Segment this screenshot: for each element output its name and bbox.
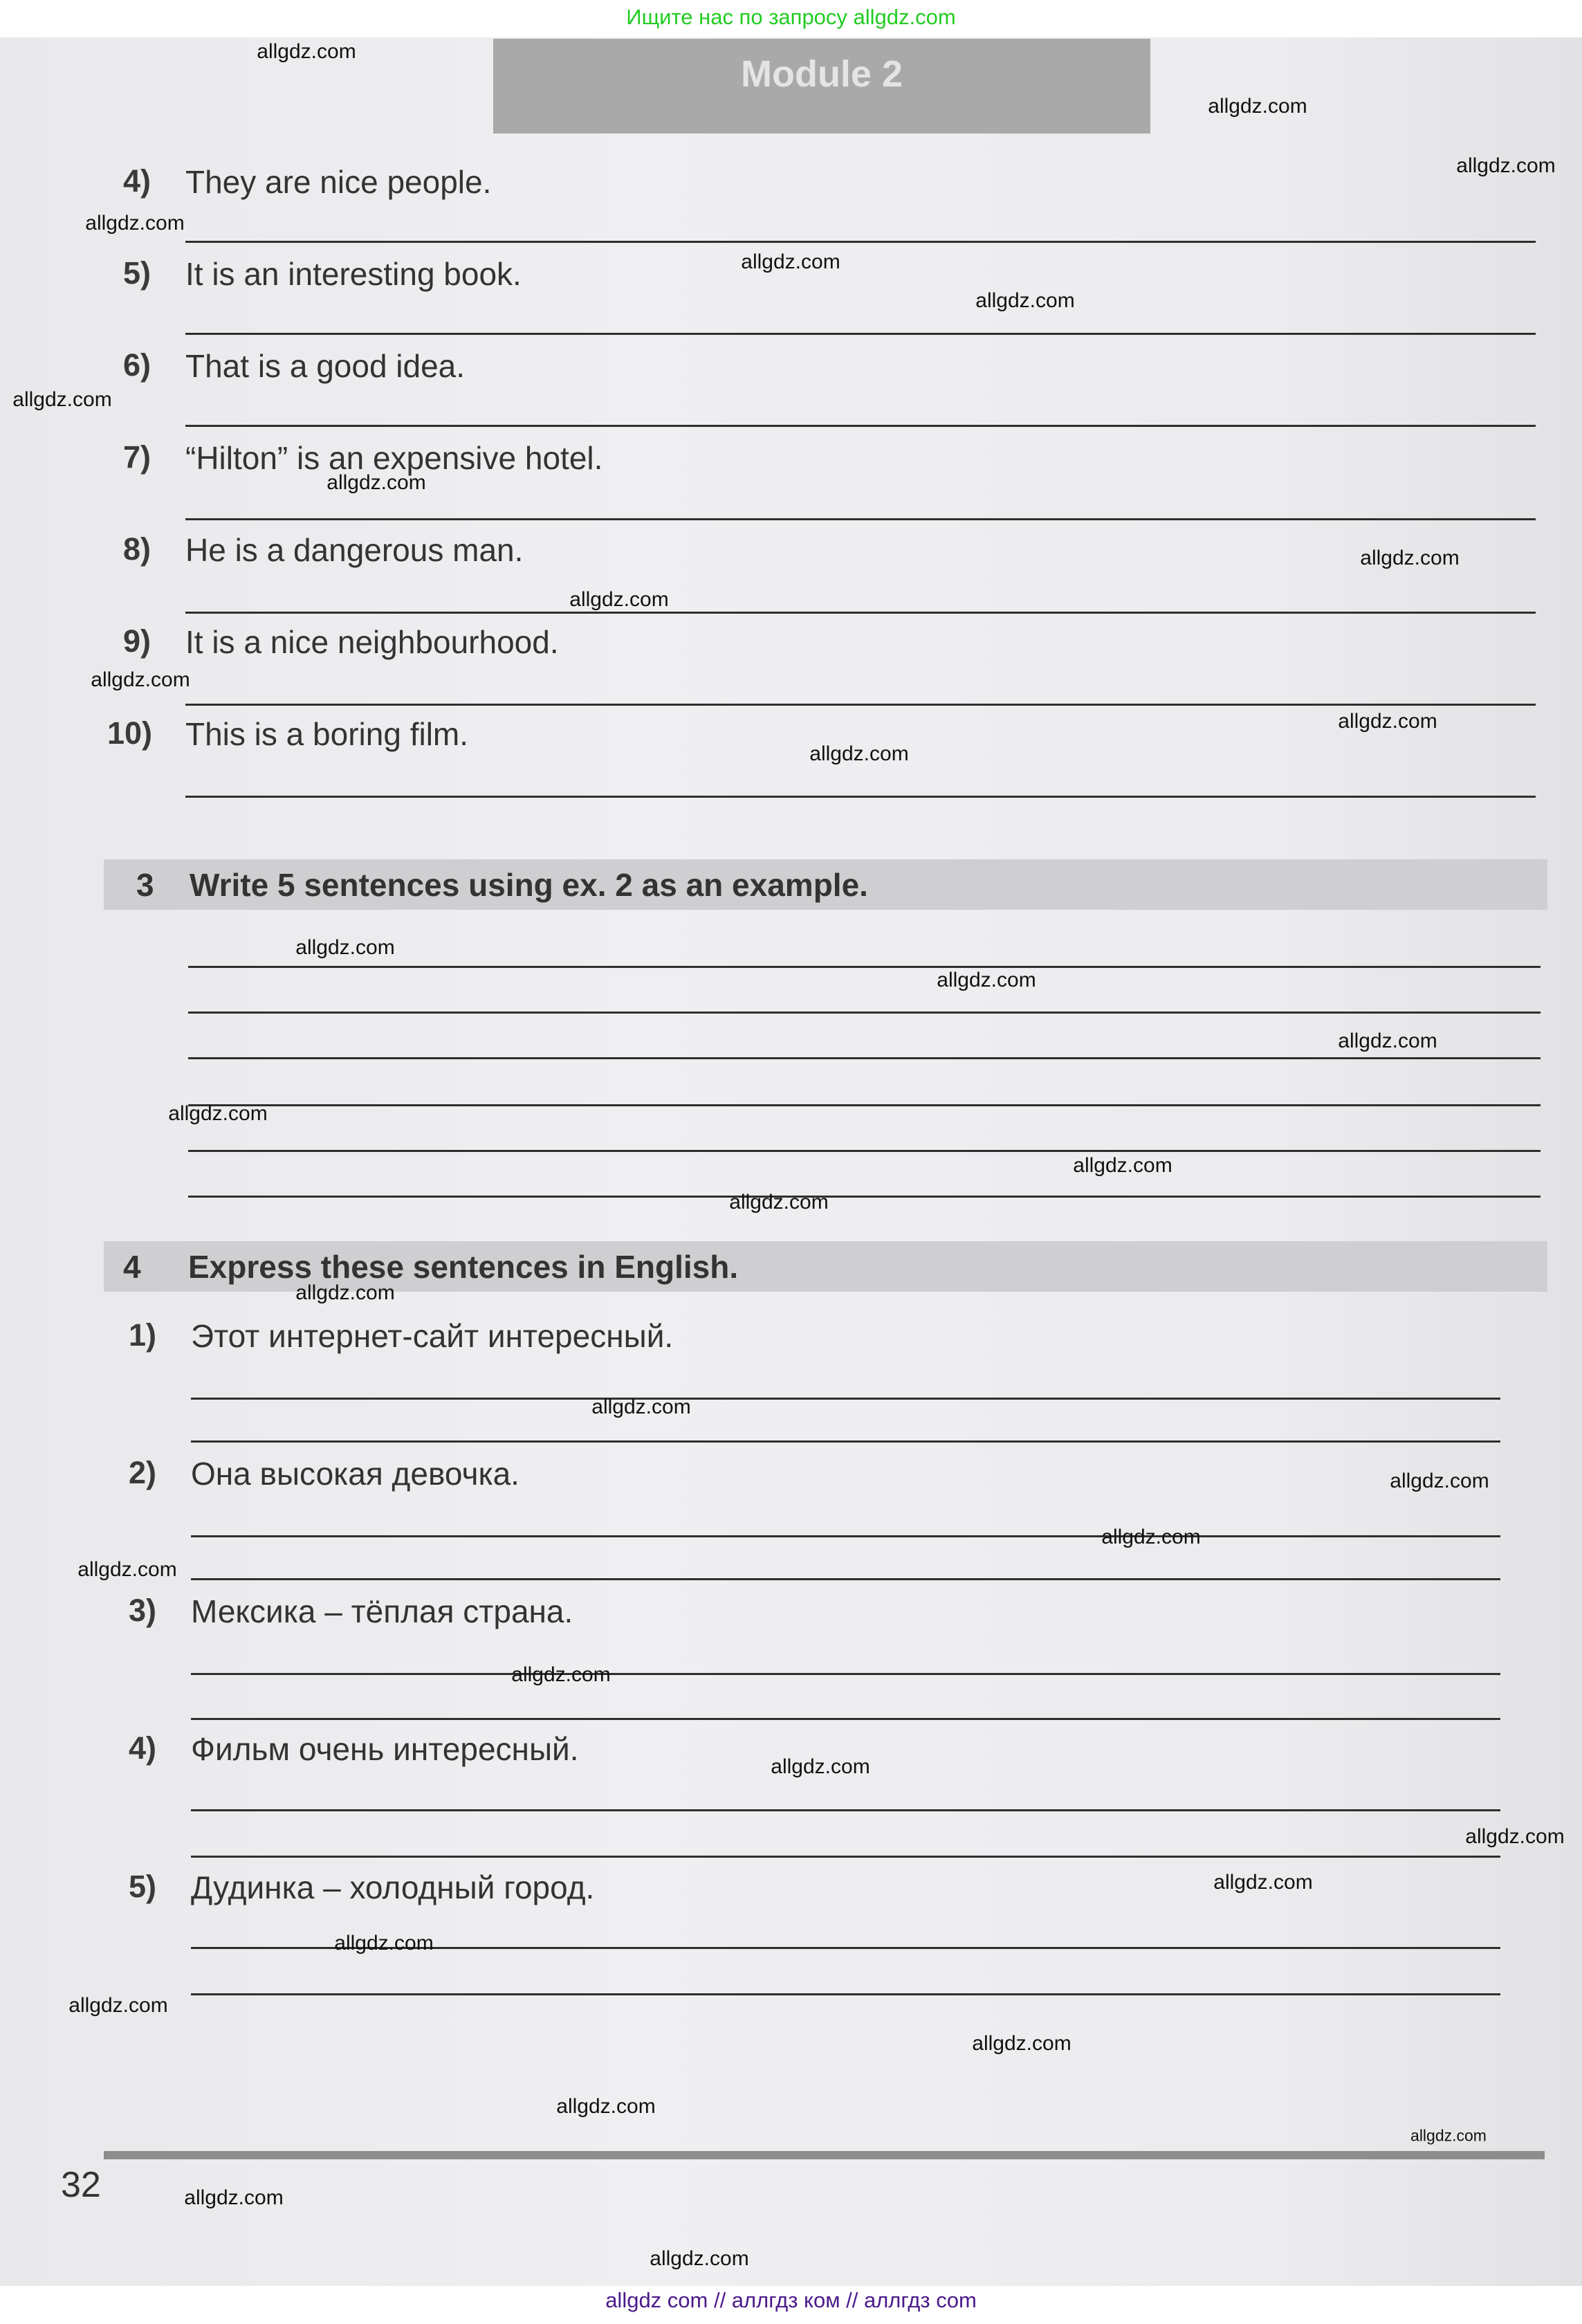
watermark: allgdz.com <box>1465 1825 1565 1848</box>
item-number: 5) <box>129 1869 157 1904</box>
page-number: 32 <box>61 2165 101 2205</box>
watermark: allgdz.com <box>1456 154 1556 177</box>
answer-line[interactable] <box>191 1398 1500 1400</box>
exercise-title: Write 5 sentences using ex. 2 as an example. <box>190 867 868 903</box>
answer-line[interactable] <box>185 704 1536 706</box>
bottom-links[interactable]: allgdz com // аллгдз ком // аллгдз com <box>605 2288 977 2312</box>
answer-line[interactable] <box>191 1535 1500 1537</box>
exercise-number: 3 <box>136 867 154 903</box>
answer-line[interactable] <box>188 1150 1540 1152</box>
answer-line[interactable] <box>191 1993 1500 1995</box>
item-text: Фильм очень интересный. <box>191 1731 579 1767</box>
item-text: This is a boring film. <box>185 716 469 752</box>
item-text: Она высокая девочка. <box>191 1456 519 1492</box>
module-header <box>493 39 1150 134</box>
watermark: allgdz.com <box>85 212 185 235</box>
answer-line[interactable] <box>191 1809 1500 1811</box>
answer-line[interactable] <box>185 612 1536 614</box>
watermark: allgdz.com <box>1073 1154 1172 1177</box>
watermark: allgdz.com <box>771 1755 870 1778</box>
watermark: allgdz.com <box>741 250 840 273</box>
watermark: allgdz.com <box>334 1932 434 1955</box>
watermark: allgdz.com <box>650 2247 749 2270</box>
answer-line[interactable] <box>191 1440 1500 1443</box>
item-text: Дудинка – холодный город. <box>191 1869 595 1905</box>
answer-line[interactable] <box>185 333 1536 335</box>
watermark: allgdz.com <box>12 388 112 411</box>
watermark: allgdz.com <box>809 742 909 765</box>
answer-line[interactable] <box>185 241 1536 243</box>
footer-divider <box>104 2151 1545 2159</box>
item-text: It is an interesting book. <box>185 256 522 292</box>
exercise-title: Express these sentences in English. <box>188 1249 739 1285</box>
item-text: Этот интернет-сайт интересный. <box>191 1318 674 1354</box>
item-text: That is a good idea. <box>185 348 466 384</box>
answer-line[interactable] <box>188 966 1540 968</box>
answer-line[interactable] <box>191 1673 1500 1675</box>
watermark: allgdz.com <box>975 289 1075 312</box>
answer-line[interactable] <box>191 1856 1500 1858</box>
item-number: 10) <box>107 715 153 751</box>
watermark: allgdz.com <box>168 1102 268 1125</box>
item-number: 9) <box>123 623 151 659</box>
watermark: allgdz.com <box>91 668 190 691</box>
watermark: allgdz.com <box>184 2186 284 2209</box>
answer-line[interactable] <box>185 518 1536 520</box>
watermark: allgdz.com <box>295 1281 395 1304</box>
watermark: allgdz.com <box>937 969 1036 991</box>
watermark: allgdz.com <box>1390 1470 1489 1492</box>
answer-line[interactable] <box>191 1578 1500 1580</box>
watermark: allgdz.com <box>1208 95 1307 118</box>
answer-line[interactable] <box>191 1718 1500 1720</box>
answer-line[interactable] <box>188 1012 1540 1014</box>
watermark: allgdz.com <box>326 471 426 494</box>
answer-line[interactable] <box>188 1104 1540 1106</box>
watermark: allgdz.com <box>556 2095 656 2118</box>
watermark: allgdz.com <box>729 1191 829 1214</box>
item-number: 8) <box>123 531 151 567</box>
exercise-3-header <box>104 859 1547 910</box>
watermark: allgdz.com <box>1360 547 1460 569</box>
item-number: 6) <box>123 347 151 383</box>
item-number: 2) <box>129 1455 157 1490</box>
item-text: They are nice people. <box>185 164 492 200</box>
watermark: allgdz.com <box>77 1558 177 1581</box>
item-text: He is a dangerous man. <box>185 532 524 568</box>
module-title: Module 2 <box>740 53 903 95</box>
item-text: It is a nice neighbourhood. <box>185 624 559 660</box>
answer-line[interactable] <box>185 425 1536 427</box>
watermark: allgdz.com <box>511 1663 611 1686</box>
item-number: 5) <box>123 255 151 291</box>
watermark: allgdz.com <box>68 1994 168 2017</box>
item-text: “Hilton” is an expensive hotel. <box>185 440 603 476</box>
watermark: allgdz.com <box>1101 1526 1201 1548</box>
item-number: 1) <box>129 1317 157 1353</box>
answer-line[interactable] <box>188 1196 1540 1198</box>
watermark: allgdz.com <box>295 936 395 959</box>
top-banner[interactable]: Ищите нас по запросу allgdz.com <box>626 5 956 29</box>
watermark: allgdz.com <box>1410 2126 1487 2145</box>
watermark: allgdz.com <box>1338 1030 1437 1052</box>
item-text: Мексика – тёплая страна. <box>191 1593 573 1629</box>
answer-line[interactable] <box>188 1057 1540 1059</box>
item-number: 4) <box>129 1730 157 1766</box>
watermark: allgdz.com <box>257 40 356 63</box>
exercise-number: 4 <box>123 1249 141 1285</box>
answer-line[interactable] <box>185 796 1536 798</box>
watermark: allgdz.com <box>1213 1871 1313 1894</box>
item-number: 4) <box>123 163 151 199</box>
watermark: allgdz.com <box>591 1396 691 1418</box>
watermark: allgdz.com <box>1338 710 1437 733</box>
watermark: allgdz.com <box>569 588 669 611</box>
item-number: 3) <box>129 1593 157 1628</box>
watermark: allgdz.com <box>972 2032 1071 2055</box>
item-number: 7) <box>123 439 151 475</box>
